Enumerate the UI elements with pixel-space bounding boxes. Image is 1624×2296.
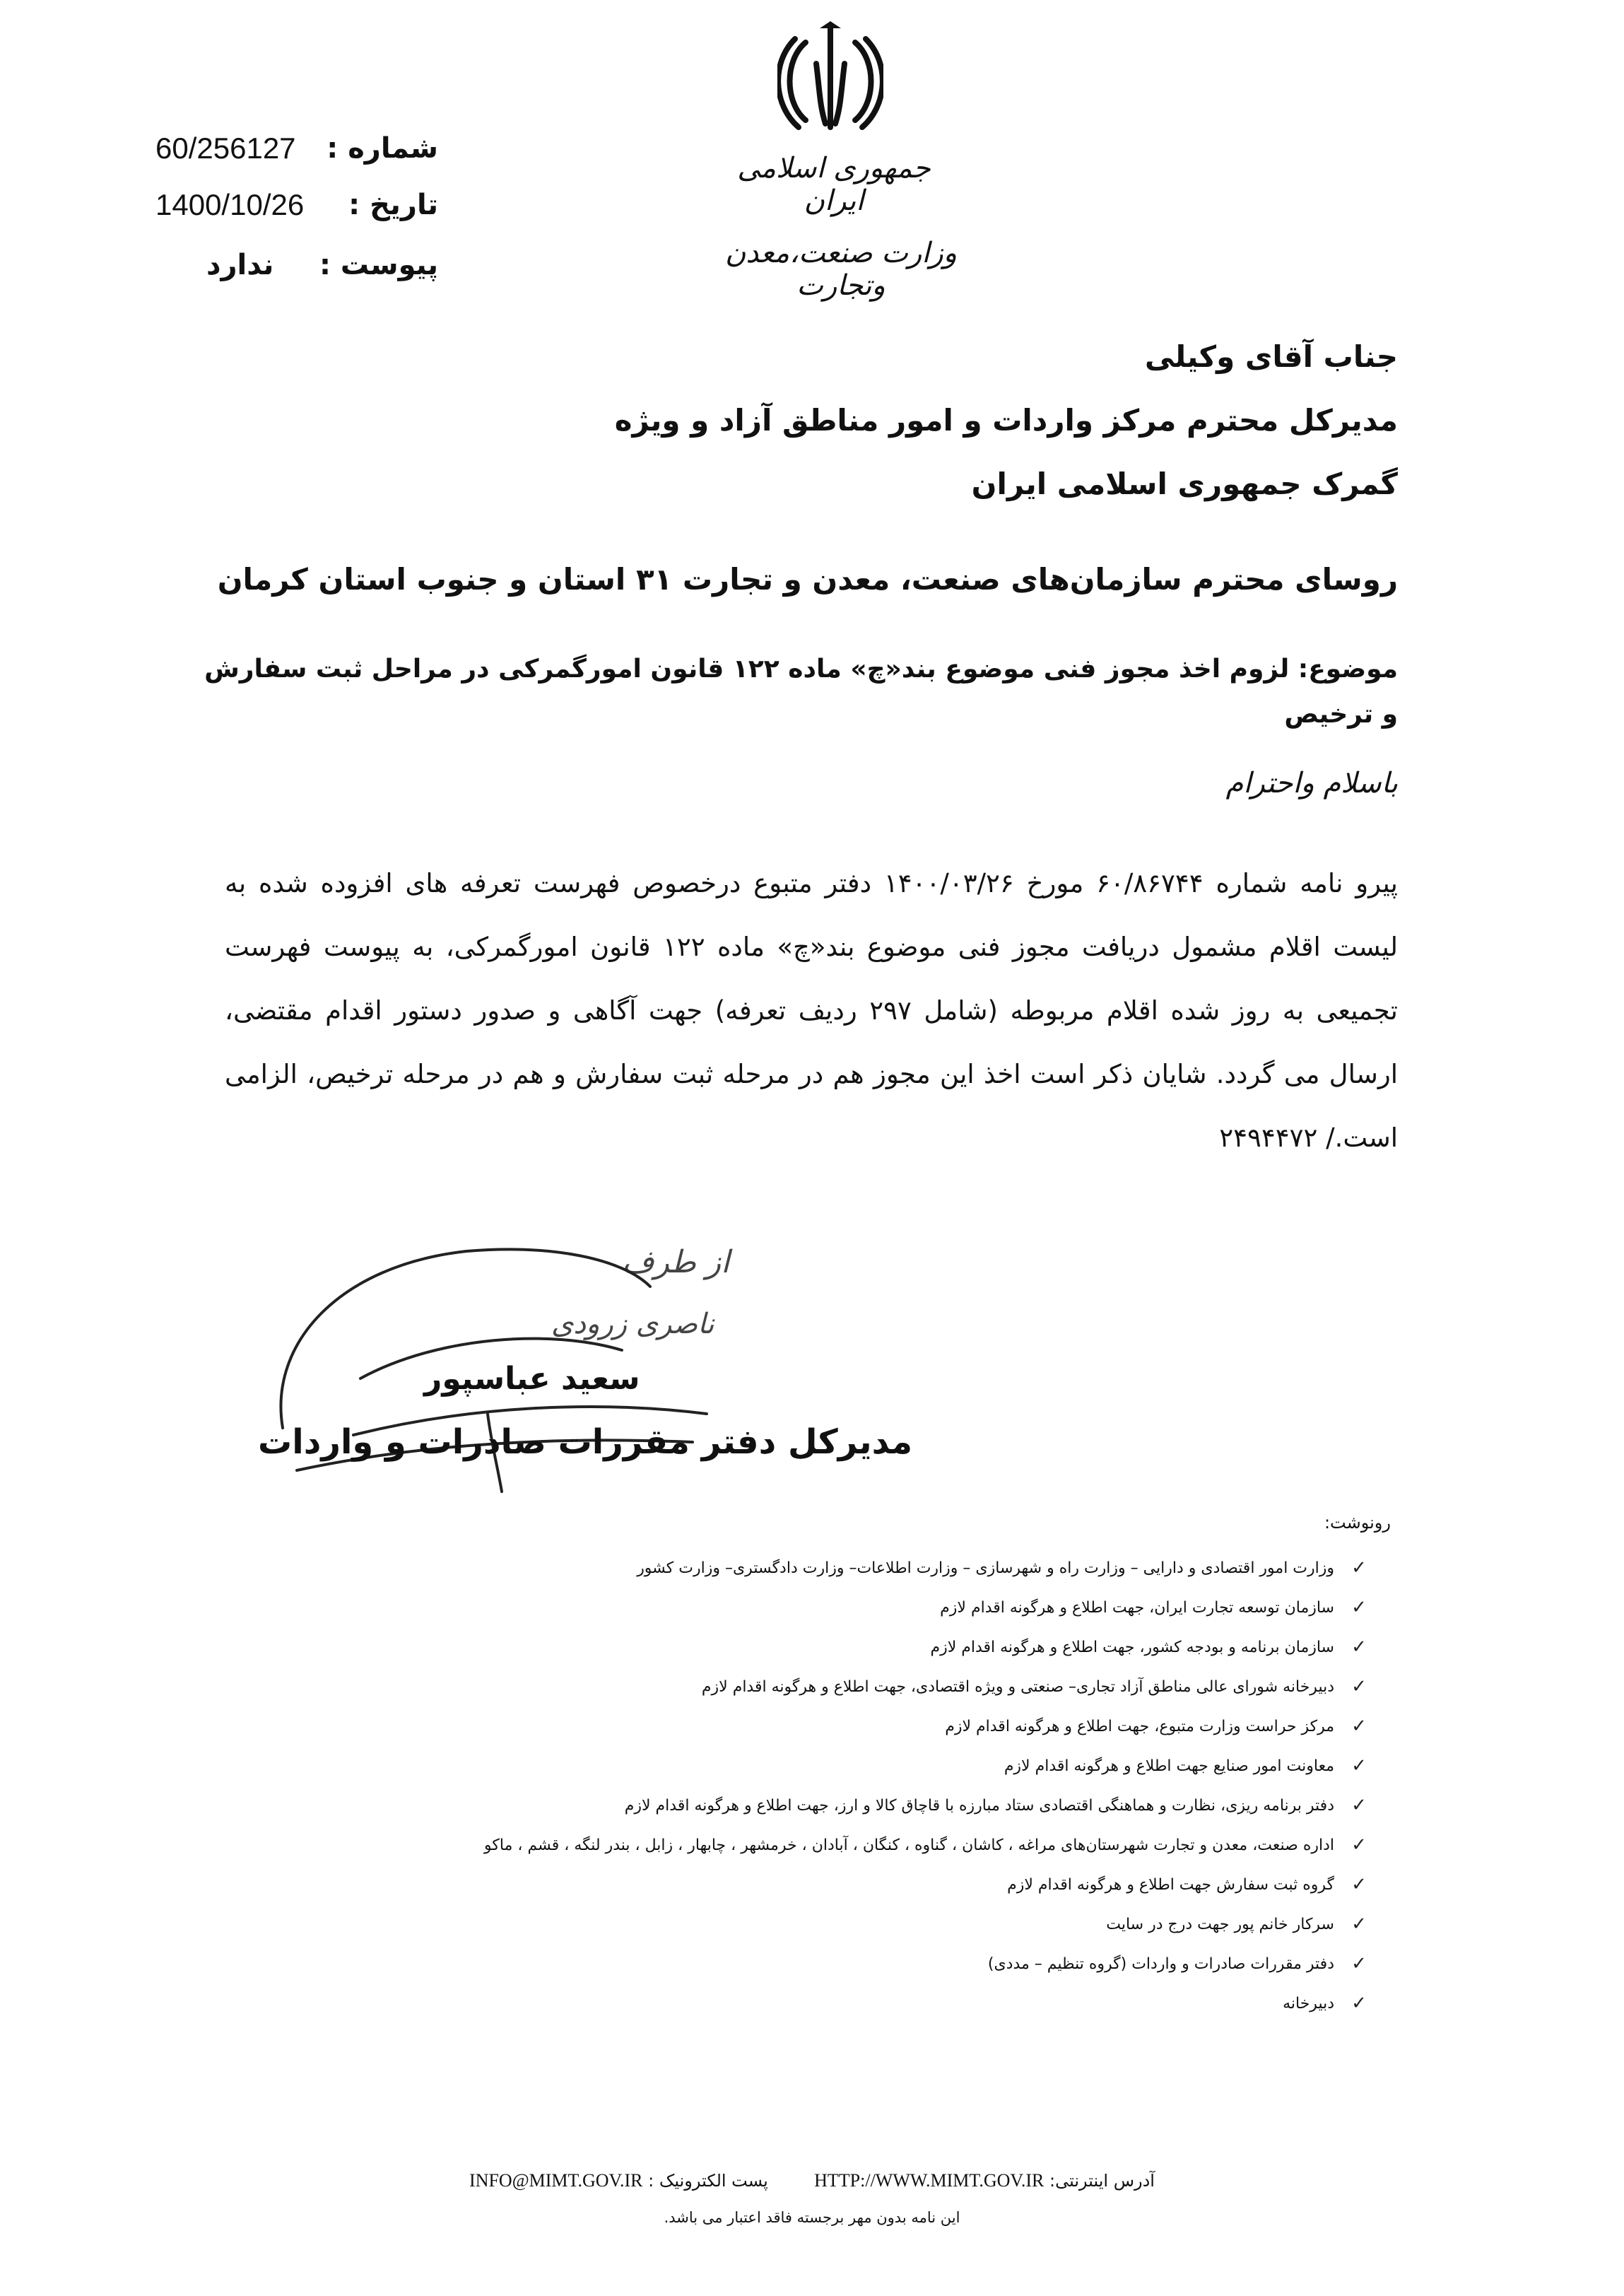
- cc-item: ✓ مرکز حراست وزارت متبوع، جهت اطلاع و هرگونه اقدام لازم: [484, 1706, 1370, 1746]
- signer-name: سعید عباسپور: [424, 1361, 640, 1397]
- cc-item: ✓ دبیرخانه شورای عالی مناطق آزاد تجاری– صنعتی و ویژه اقتصادی، جهت اطلاع و هرگونه اقدام لازم: [484, 1667, 1370, 1706]
- checkmark-icon: ✓: [1351, 1795, 1367, 1816]
- cc-title: رونوشت:: [1324, 1513, 1391, 1533]
- footer-email-link[interactable]: INFO@MIMT.GOV.IR: [469, 2170, 643, 2191]
- cc-item: ✓ سرکار خانم پور جهت درج در سایت: [484, 1904, 1370, 1944]
- cc-item: ✓ دفتر مقررات صادرات و واردات (گروه تنظیم – مددی): [484, 1944, 1370, 1984]
- footer-contact: [0, 2170, 1624, 2191]
- greeting: باسلام واحترام: [1225, 767, 1398, 800]
- signature-scribble-icon: [254, 1202, 749, 1513]
- checkmark-icon: ✓: [1351, 1676, 1367, 1697]
- checkmark-icon: ✓: [1351, 1716, 1367, 1737]
- recipient-line-2: مدیرکل محترم مرکز واردات و امور مناطق آزاد و ویژه: [614, 403, 1398, 438]
- cc-list: [484, 1548, 1370, 2023]
- checkmark-icon: ✓: [1351, 1914, 1367, 1935]
- recipient-line-4: روسای محترم سازمان‌های صنعت، معدن و تجارت ۳۱ استان و جنوب استان کرمان: [217, 562, 1398, 597]
- checkmark-icon: ✓: [1351, 1874, 1367, 1895]
- cc-item: ✓ دفتر برنامه ریزی، نظارت و هماهنگی اقتصادی ستاد مبارزه با قاچاق کالا و ارز، جهت اطلاع و هرگونه اقدام لازم: [484, 1786, 1370, 1825]
- recipient-line-1: جناب آقای وکیلی: [1144, 339, 1398, 374]
- letter-subject: موضوع: لزوم اخذ مجوز فنی موضوع بند«چ» ماده ۱۲۲ قانون امورگمرکی در مراحل ثبت سفارش و ترخیص: [204, 655, 1398, 729]
- cc-item: ✓ وزارت امور اقتصادی و دارایی – وزارت راه و شهرسازی – وزارت اطلاعات– وزارت دادگستری– وزارت کشور: [484, 1548, 1370, 1588]
- letter-body: پیرو نامه شماره ۶۰/۸۶۷۴۴ مورخ ۱۴۰۰/۰۳/۲۶ دفتر متبوع درخصوص فهرست تعرفه های افزوده شده به لیست اقلام مشمول دریافت مجوز فنی موضوع بند«چ» ماده ۱۲۲ قانون امورگمرکی، به پیوست فهرست تجمیعی به روز شده اقلام مربوطه (شامل ۲۹۷ ردیف تعرفه) جهت آگاهی و صدور دستور اقدام مقتضی، ارسال می گردد. شایان ذکر است اخذ این مجوز هم در مرحله ثبت سفارش و هم در مرحله ترخیص، الزامی است./ ۲۴۹۴۴۷۲: [225, 868, 1398, 1153]
- recipient-line-3: گمرک جمهوری اسلامی ایران: [971, 467, 1398, 501]
- letter-date-label: تاریخ :: [348, 189, 438, 221]
- ministry-name: وزارت صنعت،معدن وتجارت: [724, 237, 958, 302]
- letter-attachment-value: ندارد: [206, 249, 274, 281]
- signature-handwritten-on-behalf: از طرف: [622, 1244, 730, 1280]
- letter-attachment-label: پیوست :: [319, 249, 438, 281]
- cc-item: ✓ معاونت امور صنایع جهت اطلاع و هرگونه اقدام لازم: [484, 1746, 1370, 1786]
- cc-item: ✓ سازمان برنامه و بودجه کشور، جهت اطلاع و هرگونه اقدام لازم: [484, 1627, 1370, 1667]
- letter-date-value: 1400/10/26: [155, 188, 305, 221]
- footer-email-label: پست الکترونیک :: [648, 2171, 768, 2191]
- cc-item: ✓ گروه ثبت سفارش جهت اطلاع و هرگونه اقدام لازم: [484, 1865, 1370, 1904]
- checkmark-icon: ✓: [1351, 1755, 1367, 1776]
- footer-note: این نامه بدون مهر برجسته فاقد اعتبار می باشد.: [664, 2209, 960, 2226]
- footer-web-link[interactable]: HTTP://WWW.MIMT.GOV.IR: [814, 2170, 1045, 2191]
- checkmark-icon: ✓: [1351, 1636, 1367, 1658]
- letter-date-row: [155, 180, 438, 230]
- checkmark-icon: ✓: [1351, 1993, 1367, 2014]
- country-name: جمهوری اسلامی ایران: [737, 152, 931, 217]
- cc-item: ✓ دبیرخانه: [484, 1984, 1370, 2023]
- letter-number-value: 60/256127: [155, 131, 296, 165]
- checkmark-icon: ✓: [1351, 1953, 1367, 1974]
- cc-item: ✓ اداره صنعت، معدن و تجارت شهرستان‌های مراغه ، کاشان ، گناوه ، کنگان ، آبادان ، خرمشهر ، چابهار ، زابل ، بندر لنگه ، قشم ، ماکو: [484, 1825, 1370, 1865]
- letter-number-label: شماره :: [326, 132, 438, 165]
- checkmark-icon: ✓: [1351, 1834, 1367, 1856]
- letter-attachment-row: [155, 240, 438, 290]
- iran-emblem-icon: [777, 21, 883, 141]
- letter-number-row: [155, 124, 438, 173]
- signer-title: مدیرکل دفتر مقررات صادرات و واردات: [258, 1422, 913, 1462]
- checkmark-icon: ✓: [1351, 1557, 1367, 1578]
- cc-item: ✓ سازمان توسعه تجارت ایران، جهت اطلاع و هرگونه اقدام لازم: [484, 1588, 1370, 1627]
- footer-web-label: آدرس اینترنتی:: [1049, 2171, 1155, 2191]
- checkmark-icon: ✓: [1351, 1597, 1367, 1618]
- signature-handwritten-name: ناصری زرودی: [551, 1308, 714, 1340]
